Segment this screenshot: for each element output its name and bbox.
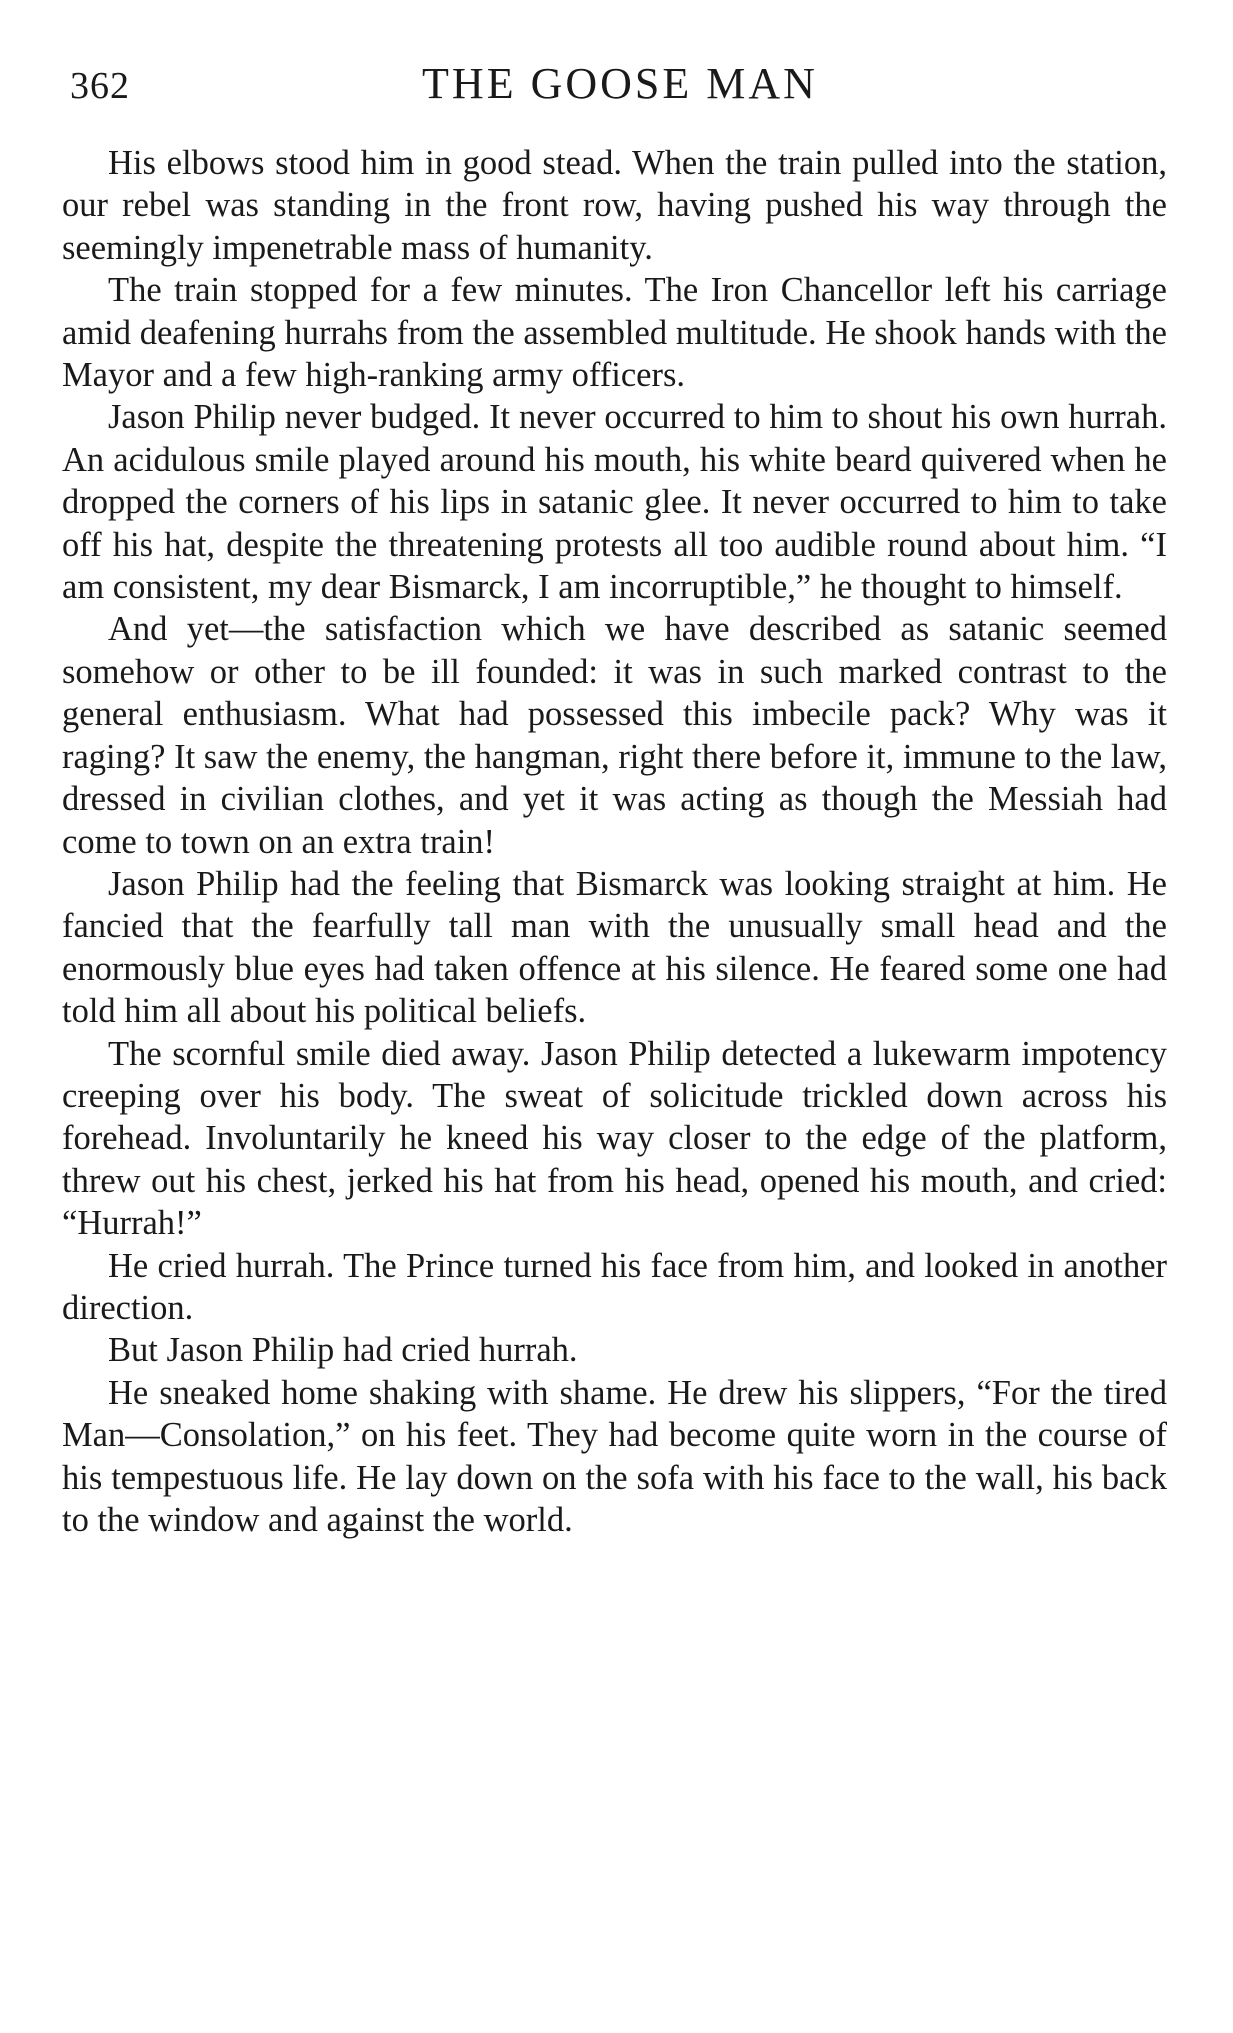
paragraph: And yet—the satisfaction which we have described as satanic seemed somehow or other to be ill founded: it was in such marked contrast to the general enthusiasm. What had possessed this imbecile pack? Why was it raging? It saw the enemy, the hangman, right there before it, immune to the law, dressed in civilian clothes, and yet it was acting as though the Messiah had come to town on an extra train!: [62, 610, 1167, 861]
paragraph: His elbows stood him in good stead. When the train pulled into the station, our rebel was standing in the front row, having pushed his way through the seemingly impenetrable mass of humanity.: [62, 144, 1167, 267]
page-number: 362: [70, 65, 130, 107]
paragraph: The scornful smile died away. Jason Philip detected a lukewarm impotency creeping over his body. The sweat of solicitude trickled down across his forehead. Involuntarily he kneed his way closer to the edge of the platform, threw out his chest, jerked his hat from his head, opened his mouth, and cried: “Hurrah!”: [62, 1034, 1167, 1243]
paragraph: Jason Philip never budged. It never occurred to him to shout his own hurrah. An acidulous smile played around his mouth, his white beard quivered when he dropped the corners of his lips in satanic glee. It never occurred to him to take off his hat, despite the threatening protests all too audible round about him. “I am consistent, my dear Bismarck, I am incorruptible,” he thought to himself.: [62, 398, 1167, 607]
paragraph: He sneaked home shaking with shame. He drew his slippers, “For the tired Man—Consolation,” on his feet. They had become quite worn in the course of his tempestuous life. He lay down on the sofa with his face to the wall, his back to the window and against the world.: [62, 1373, 1167, 1539]
paragraph: But Jason Philip had cried hurrah.: [108, 1331, 578, 1370]
paragraph: He cried hurrah. The Prince turned his face from him, and looked in another direction.: [62, 1246, 1167, 1327]
running-head: [70, 58, 1170, 118]
paragraph: The train stopped for a few minutes. The Iron Chancellor left his carriage amid deafening hurrahs from the assembled multitude. He shook hands with the Mayor and a few high-ranking army officers.: [62, 271, 1167, 395]
book-title: THE GOOSE MAN: [422, 59, 818, 108]
body-text: [62, 142, 1167, 1541]
paragraph: Jason Philip had the feeling that Bismarck was looking straight at him. He fancied that the fearfully tall man with the unusually small head and the enormously blue eyes had taken offence at his silence. He feared some one had told him all about his political beliefs.: [62, 864, 1167, 1031]
